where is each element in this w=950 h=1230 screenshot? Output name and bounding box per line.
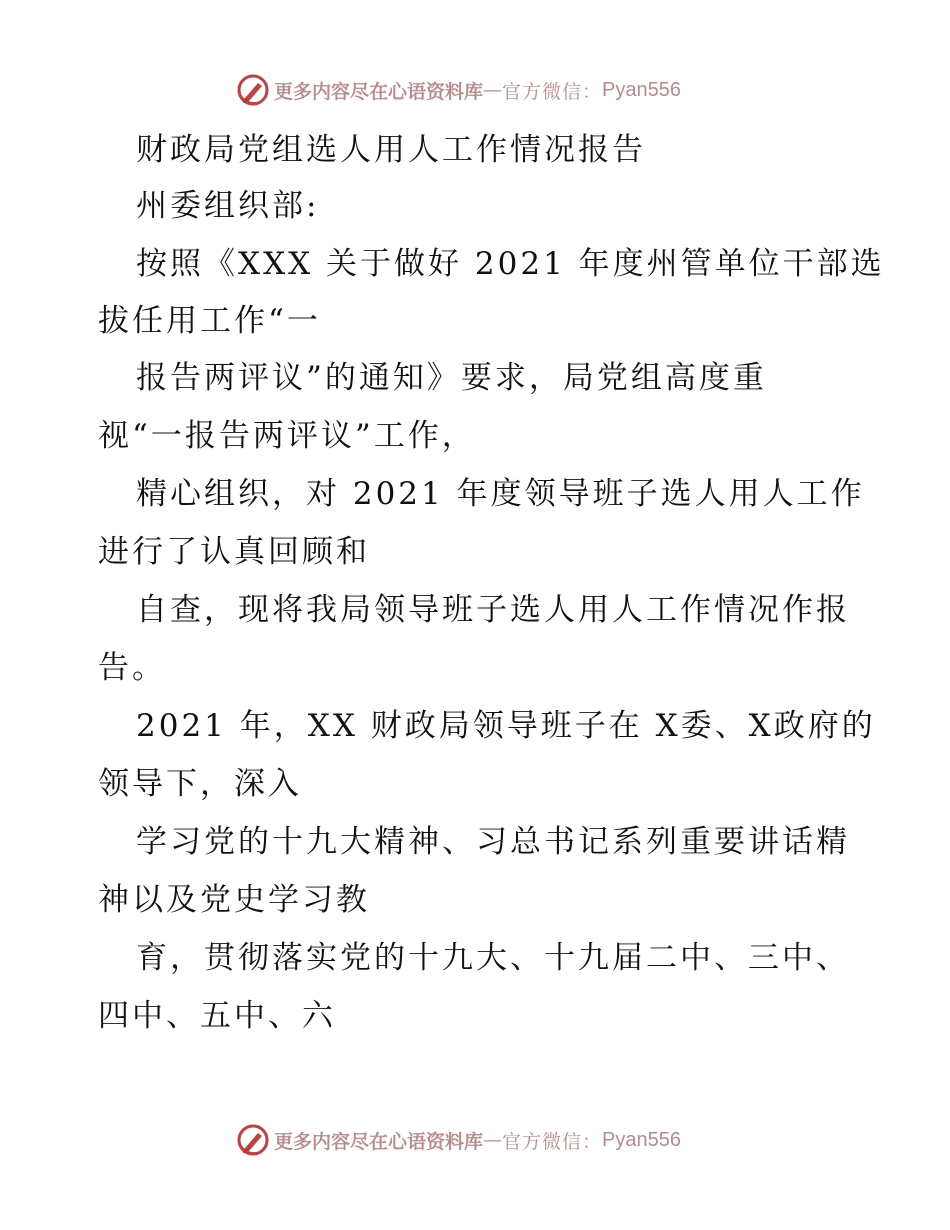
watermark-wechat-id: Pyan556 (602, 1128, 681, 1151)
paragraph-line: 按照《XXX 关于做好 2021 年度州管单位干部选 (136, 246, 885, 282)
watermark-wechat-label: 官方微信： (502, 1130, 603, 1153)
header-watermark (236, 72, 681, 108)
paragraph-line: 2021 年，XX 财政局领导班子在 X委、X政府的 (136, 708, 876, 744)
paragraph-line: 学习党的十九大精神、习总书记系列重要讲话精 (136, 824, 850, 860)
paragraph-line: 精心组织，对 2021 年度领导班子选人用人工作 (136, 476, 865, 512)
paragraph-line: 视“一报告两评议”工作， (98, 418, 476, 454)
watermark-wechat-id: Pyan556 (602, 78, 681, 101)
watermark-dash: — (483, 1129, 503, 1151)
watermark-text: 更多内容尽在心语资料库 (274, 1130, 484, 1153)
paragraph-line: 领导下，深入 (98, 766, 302, 802)
document-title: 财政局党组选人用人工作情况报告 (136, 132, 646, 168)
pen-circle-logo-icon (236, 1123, 270, 1157)
watermark-dash: — (483, 79, 503, 101)
pen-circle-logo-icon (236, 73, 270, 107)
paragraph-line: 神以及党史学习教 (98, 882, 370, 918)
salutation: 州委组织部: (136, 188, 320, 224)
footer-watermark (236, 1122, 681, 1158)
paragraph-line: 育，贯彻落实党的十九大、十九届二中、三中、 (136, 940, 850, 976)
paragraph-line: 拔任用工作“一 (98, 303, 321, 339)
paragraph-line: 进行了认真回顾和 (98, 534, 370, 570)
paragraph-line: 四中、五中、六 (98, 998, 336, 1034)
paragraph-line: 报告两评议”的通知》要求，局党组高度重 (136, 360, 767, 396)
watermark-wechat-label: 官方微信： (502, 80, 603, 103)
watermark-text: 更多内容尽在心语资料库 (274, 80, 484, 103)
paragraph-line: 自查，现将我局领导班子选人用人工作情况作报 (136, 592, 850, 628)
paragraph-line: 告。 (98, 650, 166, 686)
